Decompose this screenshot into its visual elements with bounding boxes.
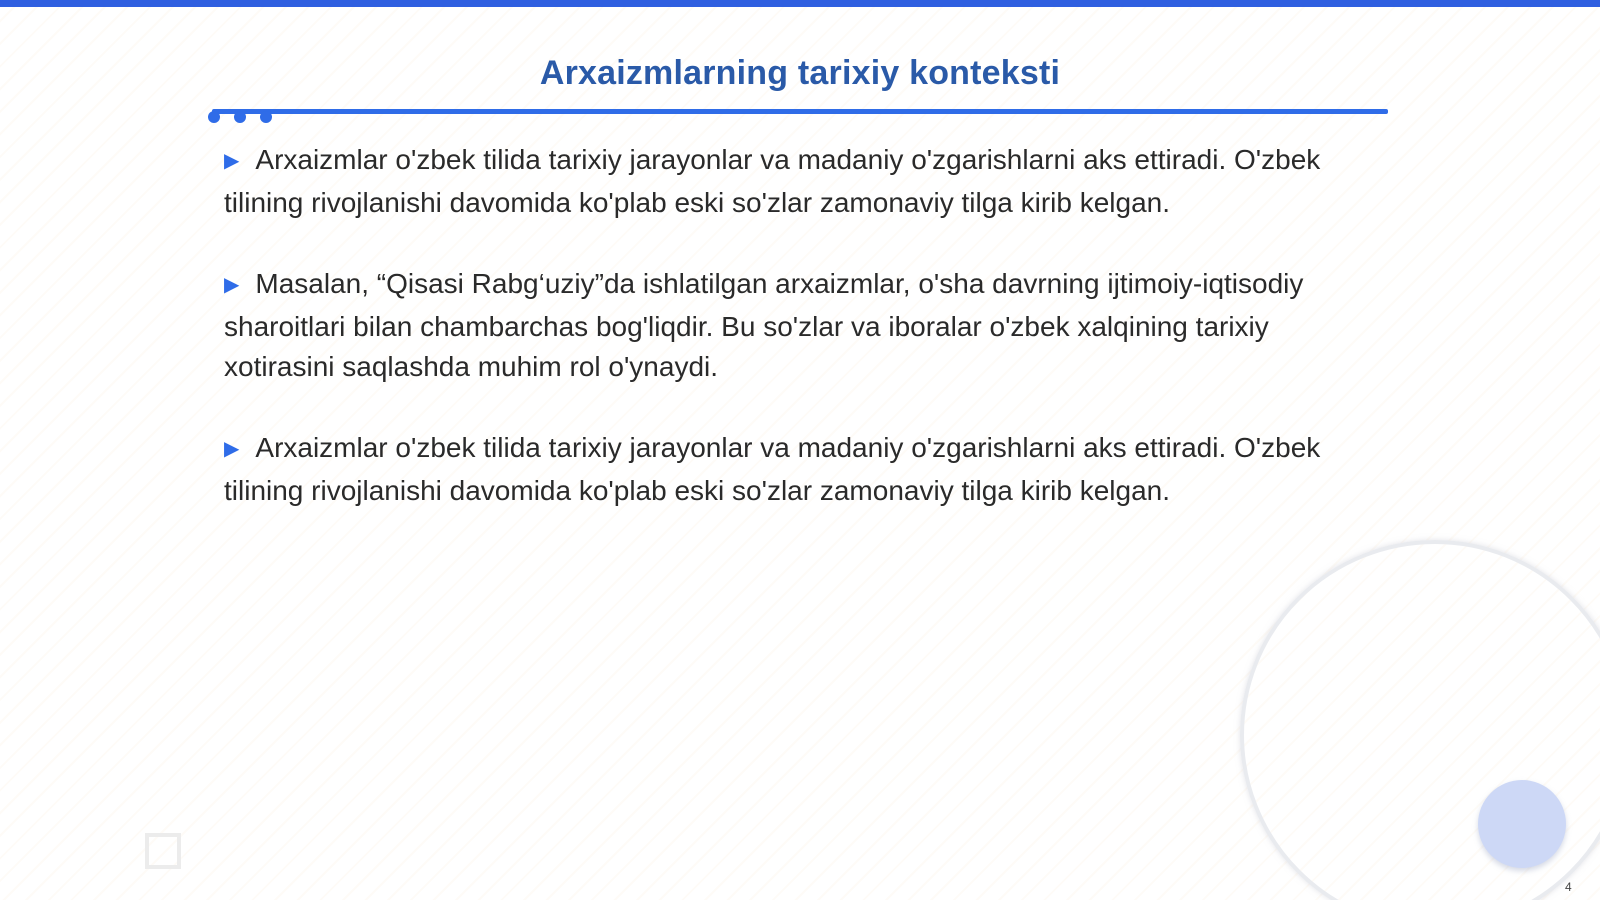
bullet-list (224, 140, 1374, 552)
bullet-item (224, 140, 1374, 223)
bullet-text: Masalan, “Qisasi Rabg‘uziy”da ishlatilgan arxaizmlar, o'sha davrning ijtimoiy-iqtisodiy sharoitlari bilan chambarchas bog'liqdir. Bu so'zlar va iboralar o'zbek xalqining tarixiy xotirasini saqlashda muhim rol o'ynaydi. (224, 268, 1304, 382)
triangle-right-icon: ▶ (224, 274, 240, 296)
top-accent-bar (0, 0, 1600, 7)
bullet-text: Arxaizmlar o'zbek tilida tarixiy jarayonlar va madaniy o'zgarishlarni aks ettiradi. O'zbek tilining rivojlanishi davomida ko'plab eski so'zlar zamonaviy tilga kirib kelgan. (224, 432, 1321, 506)
triangle-right-icon: ▶ (224, 150, 240, 172)
decorative-dot (234, 111, 246, 123)
decorative-circle (1478, 780, 1566, 868)
bullet-item (224, 428, 1374, 511)
title-underline (212, 109, 1388, 114)
triangle-right-icon: ▶ (224, 438, 240, 460)
slide-title: Arxaizmlarning tarixiy konteksti (539, 54, 1061, 92)
decorative-square (145, 833, 181, 869)
decorative-dot (260, 111, 272, 123)
decorative-dot (208, 111, 220, 123)
bullet-text: Arxaizmlar o'zbek tilida tarixiy jarayonlar va madaniy o'zgarishlarni aks ettiradi. O'zbek tilining rivojlanishi davomida ko'plab eski so'zlar zamonaviy tilga kirib kelgan. (224, 144, 1321, 218)
page-number: 4 (1565, 880, 1572, 894)
bullet-item (224, 264, 1374, 387)
